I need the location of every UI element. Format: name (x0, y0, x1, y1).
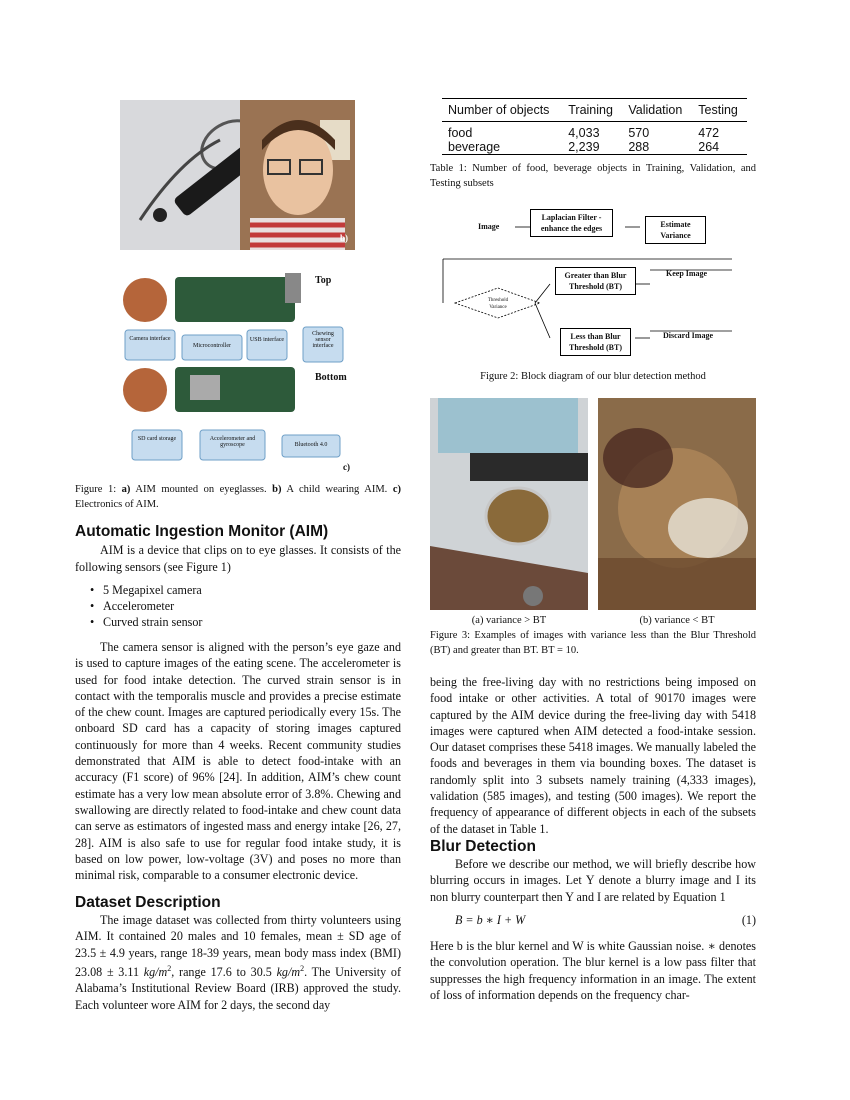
fig2-image-label: Image (478, 222, 500, 231)
blur-heading: Blur Detection (430, 838, 536, 855)
fig2-threshold-label: Threshold Variance (487, 298, 509, 310)
table1 (442, 98, 747, 155)
fig1-label-c: c) (343, 462, 350, 472)
table-header: Training (568, 103, 613, 117)
aim-intro: AIM is a device that clips on to eye glasses. It consists of the following sensors (see Figure 1) (75, 543, 401, 574)
fig1-callout-accel: Accelerometer and gyroscope (209, 436, 256, 448)
fig1-callout-bluetooth: Bluetooth 4.0 (294, 442, 328, 448)
fig1-top-label: Top (315, 275, 332, 286)
equation-number: (1) (741, 913, 756, 927)
table-header: Validation (628, 103, 683, 117)
list-item: • 5 Megapixel camera (75, 582, 401, 598)
fig1-label-b: b) (340, 233, 349, 243)
fig2-less-box: Less than Blur Threshold (BT) (560, 328, 631, 356)
dataset-body: The image dataset was collected from thirty volunteers using AIM. It contained 20 males and 10 females, mean ± SD age of 23.5 ± 4.9 years, range 18-39 years, mean body mass index (BMI) 23.08 ± 3.11 $kg/m^2$, range 17.6 to 30.5 $kg/m^2$. The University of Alabama’s Institutional Review Board (IRB) approved the study. Each volunteer wore AIM for 2 days, the second day (75, 913, 402, 1012)
fig2-estimate-box: Estimate Variance (645, 216, 706, 244)
sharp-food-photo (430, 398, 588, 610)
table-cell: 570 (628, 126, 650, 140)
table-header-row (442, 99, 747, 122)
fig2-discard-label: Discard Image (663, 331, 713, 340)
right-body: being the free-living day with no restrictions being imposed on food intake or other activities. A total of 90170 images were captured by the AIM device during the free-living day with 5418 images were captured when AIM detected a food-intake session. Our dataset comprises these 5418 images. We manually labeled the foods and beverages in them via bounding boxes. The dataset is randomly split into 3 subsets namely training (4,333 images), validation (585 images), and testing (500 images). We report the frequency of appearance of different objects in each of the subsets of the dataset in Table 1. (430, 675, 756, 836)
table-header: Number of objects (448, 103, 550, 117)
table-cell: 264 (698, 140, 720, 154)
table-cell: beverage (448, 140, 501, 154)
fig1-callout-camera: Camera interface (129, 336, 171, 342)
table1-grid (442, 99, 747, 154)
list-item: • Accelerometer (75, 598, 401, 614)
fig3-image-a (430, 398, 588, 610)
table-cell: food (448, 126, 473, 140)
fig2-keep-label: Keep Image (666, 269, 708, 278)
fig3-caption: Figure 3: Examples of images with variance less than the Blur Threshold (BT) and greater than BT. BT = 10. (430, 630, 756, 656)
blur-intro: Before we describe our method, we will briefly describe how blurring occurs in images. Let Y denote a blurry image and I its non blurry counterpart then Y and I are related by Equation 1 (430, 857, 756, 904)
dataset-heading: Dataset Description (75, 894, 221, 911)
aim-heading: Automatic Ingestion Monitor (AIM) (75, 523, 329, 540)
fig2-laplacian-box: Laplacian Filter - enhance the edges (530, 209, 613, 237)
fig1-callout-usb: USB interface (249, 337, 285, 343)
sensor-list (75, 582, 401, 630)
aim-body: The camera sensor is aligned with the person’s eye gaze and is used to capture images of the eating scene. The accelerometer is used for food intake detection. The curved strain sensor is in contact with the temporalis muscle and provides a precise estimate of the chew count. Images are captured periodically every 15s. The onboard SD card has a capacity of storing images captured continuously for more than 4 weeks. Recent community studies demonstrated that AIM is able to detect food-intake with an accuracy (F1 score) of 96% [24]. In addition, AIM’s chew count estimate has a very low mean absolute error of 3.8%. Chewing and swallowing are directly related to food-intake and chew count data can serve as estimators of ingested mass and energy intake [26, 27, 28]. AIM is also safe to use for regular food intake study, it is based on low power, low-voltage (3V) and poses no more than minimal risk, comparable to a consumer electronic device. (75, 640, 401, 883)
fig1-bottom-label: Bottom (315, 372, 347, 383)
table-row (442, 122, 747, 141)
list-item: • Curved strain sensor (75, 614, 401, 630)
fig1-image-b (240, 100, 355, 250)
fig2-diagram (440, 205, 750, 360)
table-row (442, 140, 747, 154)
fig2-caption: Figure 2: Block diagram of our blur detection method (480, 371, 706, 382)
table-header: Testing (698, 103, 738, 117)
table-cell: 4,033 (568, 126, 600, 140)
table-cell: 2,239 (568, 140, 600, 154)
fig1-callout-microcontroller: Microcontroller (193, 343, 231, 349)
fig1-caption: Figure 1: a) AIM mounted on eyeglasses. b) A child wearing AIM. c) Electronics of AIM. (75, 484, 402, 510)
blurry-food-photo (598, 398, 756, 610)
table1-caption: Table 1: Number of food, beverage objects in Training, Validation, and Testing subsets (430, 163, 756, 189)
child-photo (240, 100, 355, 250)
fig3-image-b (598, 398, 756, 610)
fig2-greater-box: Greater than Blur Threshold (BT) (555, 267, 636, 295)
table-cell: 288 (628, 140, 650, 154)
table-cell: 472 (698, 126, 720, 140)
fig1-image-c (120, 265, 360, 475)
blur-body: Here b is the blur kernel and W is white Gaussian noise. ∗ denotes the convolution operation. The blur kernel is a low pass filter that suppresses the high frequency information in an image. The extent of loss of information depends on the frequency char- (430, 939, 756, 1002)
fig3-sub-b: (b) variance < BT (639, 615, 715, 626)
equation: B = b ∗ I + W (455, 913, 526, 927)
fig1-callout-sd: SD card storage (137, 436, 177, 442)
fig1-callout-chewing: Chewing sensor interface (312, 331, 334, 349)
fig3-sub-a: (a) variance > BT (471, 615, 547, 626)
